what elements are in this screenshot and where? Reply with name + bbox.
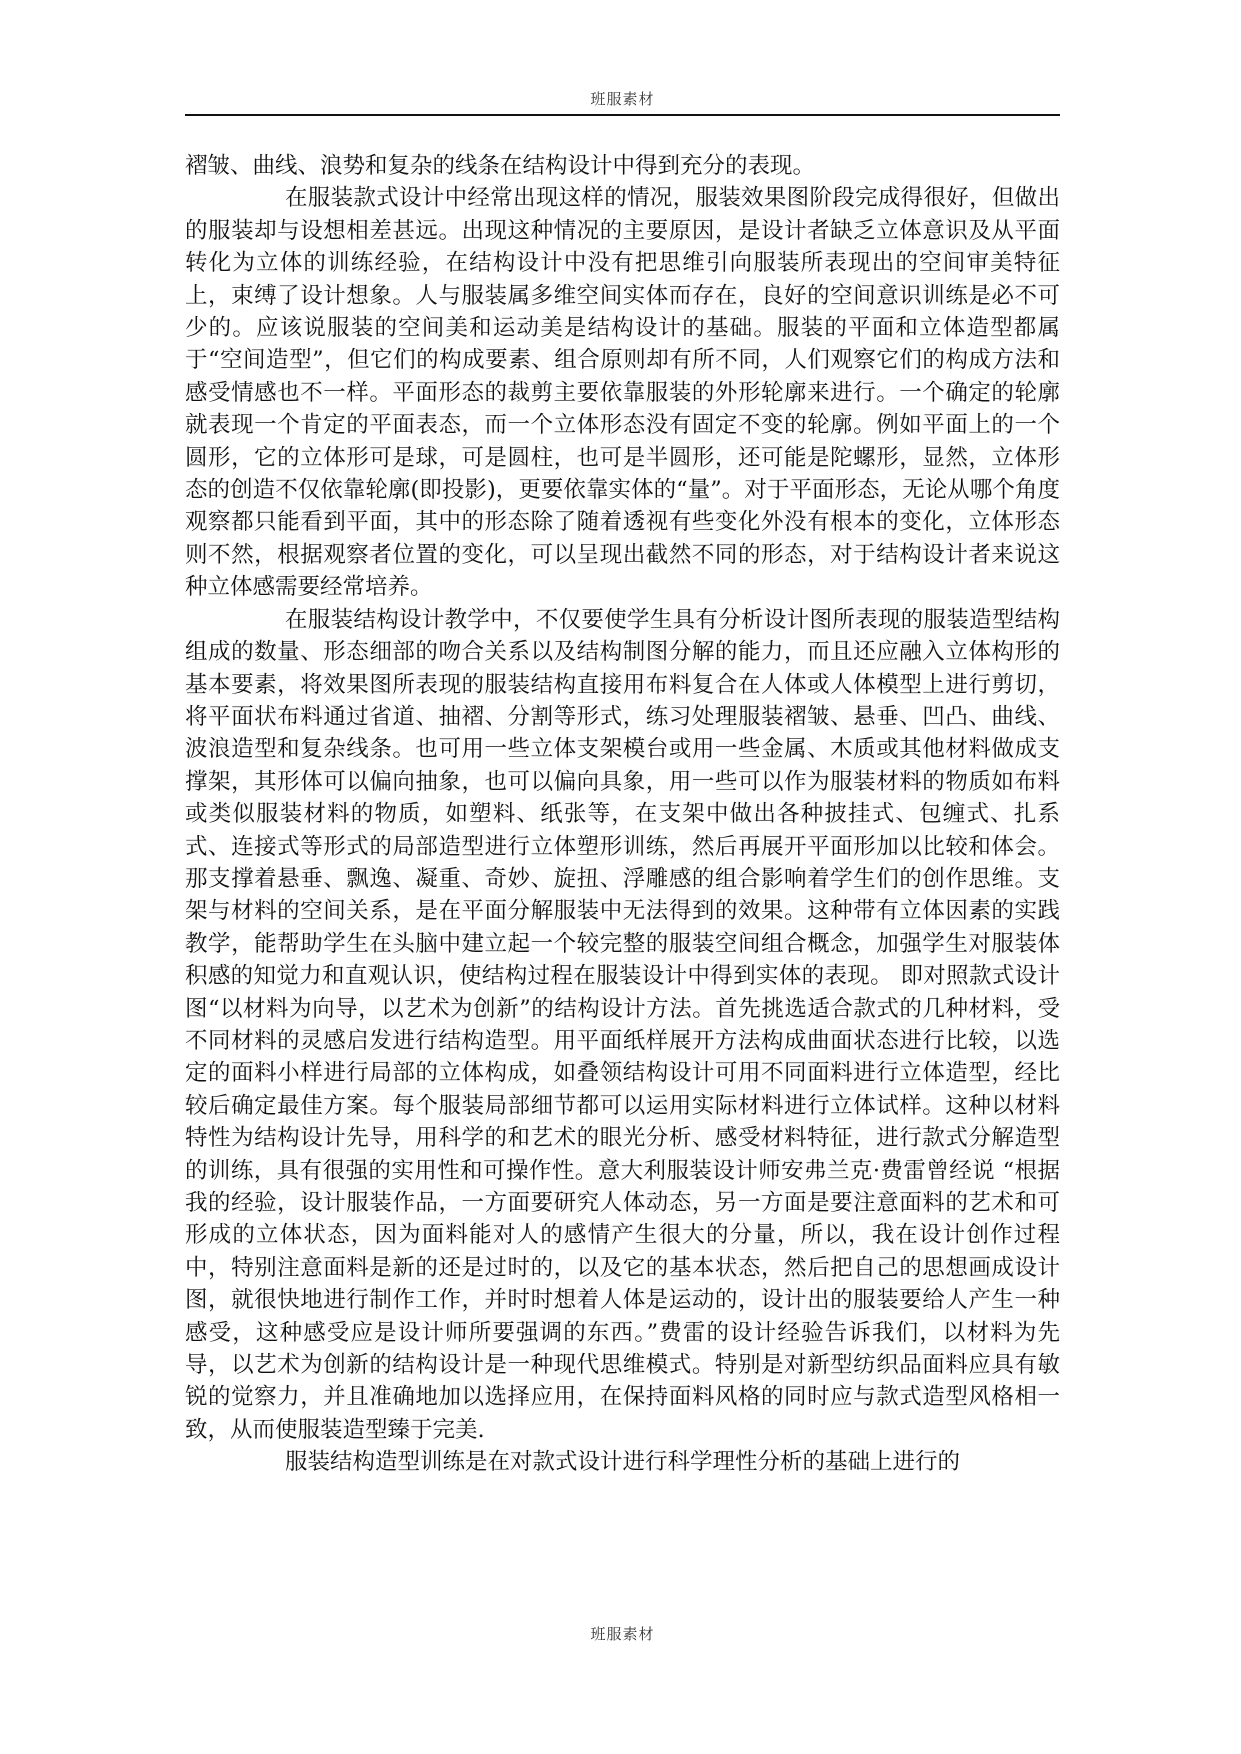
- paragraph-spatial-design: 在服装款式设计中经常出现这样的情况，服装效果图阶段完成得很好，但做出的服装却与设想相差甚远。出现这种情况的主要原因，是设计者缺乏立体意识及从平面转化为立体的训练经验，在结构设计中没有把思维引向服装所表现出的空间审美特征上，束缚了设计想象。人与服装属多维空间实体而存在，良好的空间意识训练是必不可少的。应该说服装的空间美和运动美是结构设计的基础。服装的平面和立体造型都属于“空间造型”，但它们的构成要素、组合原则却有所不同，人们观察它们的构成方法和感受情感也不一样。平面形态的裁剪主要依靠服装的外形轮廓来进行。一个确定的轮廓就表现一个肯定的平面表态，而一个立体形态没有固定不变的轮廓。例如平面上的一个圆形，它的立体形可是球，可是圆柱，也可是半圆形，还可能是陀螺形，显然，立体形态的创造不仅依靠轮廓(即投影)，更要依靠实体的“量”。对于平面形态，无论从哪个角度观察都只能看到平面，其中的形态除了随着透视有些变化外没有根本的变化，立体形态则不然，根据观察者位置的变化，可以呈现出截然不同的形态，对于结构设计者来说这种立体感需要经常培养。: [185, 185, 1060, 601]
- body-text: [185, 150, 1060, 1479]
- paragraph-training: 服装结构造型训练是在对款式设计进行科学理性分析的基础上进行的: [285, 1449, 961, 1476]
- header-rule: [185, 114, 1060, 116]
- page-footer: 班服素材: [590, 1625, 655, 1643]
- paragraph-continuation: 褶皱、曲线、浪势和复杂的线条在结构设计中得到充分的表现。: [185, 153, 816, 179]
- paragraph-teaching: 在服装结构设计教学中，不仅要使学生具有分析设计图所表现的服装造型结构组成的数量、形态细部的吻合关系以及结构制图分解的能力，而且还应融入立体构形的基本要素，将效果图所表现的服装结构直接用布料复合在人体或人体模型上进行剪切，将平面状布料通过省道、抽褶、分割等形式，练习处理服装褶皱、悬垂、凹凸、曲线、波浪造型和复杂线条。也可用一些立体支架模台或用一些金属、木质或其他材料做成支撑架，其形体可以偏向抽象，也可以偏向具象，用一些可以作为服装材料的物质如布料或类似服装材料的物质，如塑料、纸张等，在支架中做出各种披挂式、包缠式、扎系式、连接式等形式的局部造型进行立体塑形训练，然后再展开平面形加以比较和体会。那支撑着悬垂、飘逸、凝重、奇妙、旋扭、浮雕感的组合影响着学生们的创作思维。支架与材料的空间关系，是在平面分解服装中无法得到的效果。这种带有立体因素的实践教学，能帮助学生在头脑中建立起一个较完整的服装空间组合概念，加强学生对服装体积感的知觉力和直观认识，使结构过程在服装设计中得到实体的表现。 即对照款式设计图“以材料为向导，以艺术为创新”的结构设计方法。首先挑选适合款式的几种材料，受不同材料的灵感启发进行结构造型。用平面纸样展开方法构成曲面状态进行比较，以选定的面料小样进行局部的立体构成，如叠领结构设计可用不同面料进行立体造型，经比较后确定最佳方案。每个服装局部细节都可以运用实际材料进行立体试样。这种以材料特性为结构设计先导，用科学的和艺术的眼光分析、感受材料特征，进行款式分解造型的训练，具有很强的实用性和可操作性。意大利服装设计师安弗兰克·费雷曾经说 “根据我的经验，设计服装作品，一方面要研究人体动态，另一方面是要注意面料的艺术和可形成的立体状态，因为面料能对人的感情产生很大的分量，所以，我在设计创作过程中，特别注意面料是新的还是过时的，以及它的基本状态，然后把自己的思想画成设计图，就很快地进行制作工作，并时时想着人体是运动的，设计出的服装要给人产生一种感受，这种感受应是设计师所要强调的东西。”费雷的设计经验告诉我们，以材料为先导，以艺术为创新的结构设计是一种现代思维模式。特别是对新型纺织品面料应具有敏锐的觉察力，并且准确地加以选择应用，在保持面料风格的同时应与款式造型风格相一致，从而使服装造型臻于完美.: [185, 606, 1060, 1443]
- page-header: 班服素材: [590, 90, 655, 108]
